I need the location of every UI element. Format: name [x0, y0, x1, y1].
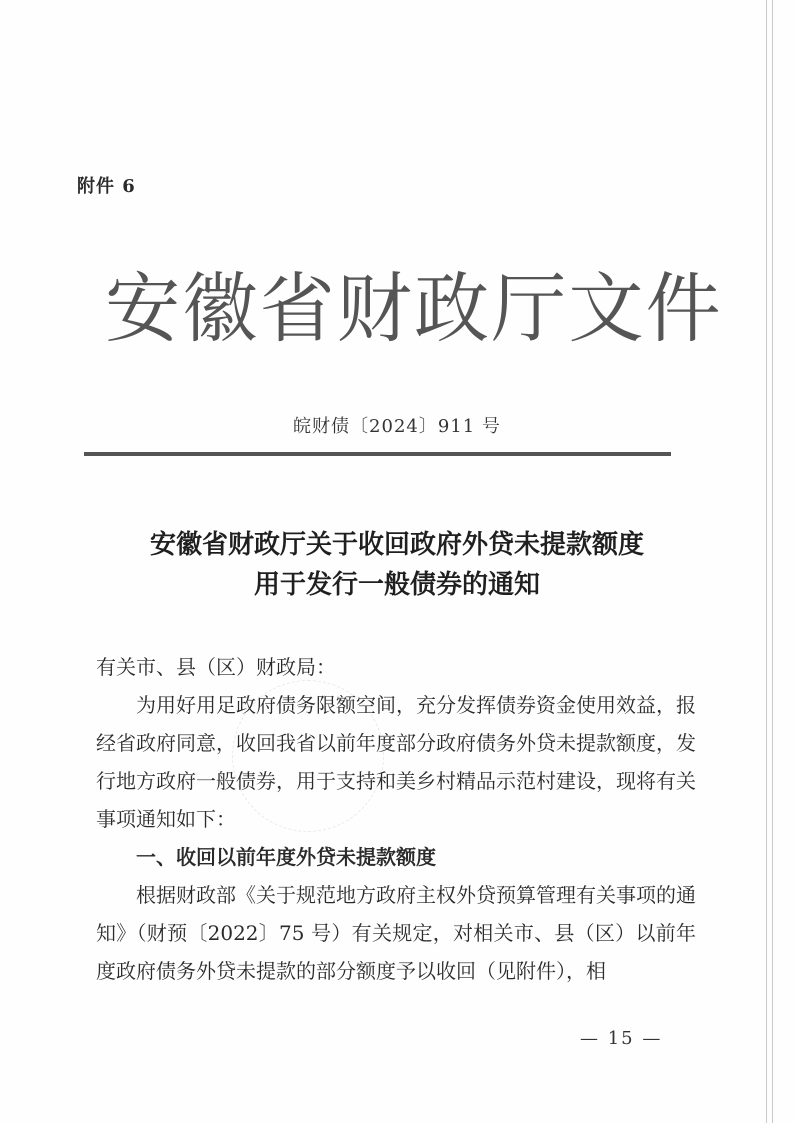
attachment-label: 附件 6: [77, 176, 136, 197]
document-title: [0, 525, 794, 605]
document-body: [96, 648, 696, 990]
masthead-divider: [84, 452, 671, 456]
body-paragraph: 为用好用足政府债务限额空间，充分发挥债券资金使用效益，报经省政府同意，收回我省以前年度部分政府债务外贷未提款额度，发行地方政府一般债券，用于支持和美乡村精品示范村建设，现将有关事项通知如下：: [96, 693, 696, 831]
title-line: 安徽省财政厅关于收回政府外贷未提款额度: [149, 530, 644, 560]
body-paragraph: 根据财政部《关于规范地方政府主权外贷预算管理有关事项的通知》（财预〔2022〕75 号）有关规定，对相关市、县（区）以前年度政府债务外贷未提款的部分额度予以收回（见附件），相: [96, 883, 696, 983]
section-heading: 一、收回以前年度外贷未提款额度: [136, 845, 436, 869]
document-number: 皖财债〔2024〕911 号: [293, 416, 501, 437]
document-masthead: 安徽省财政厅文件: [105, 264, 723, 353]
page-number: — 15 —: [580, 1028, 663, 1049]
addressee: 有关市、县（区）财政局：: [96, 655, 336, 679]
title-line: 用于发行一般债券的通知: [253, 570, 540, 600]
